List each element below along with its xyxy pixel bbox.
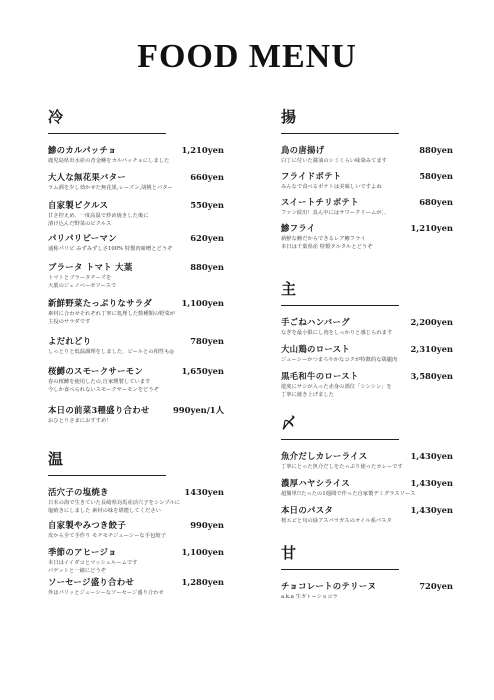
item-name: 鯵フライ [281, 223, 316, 233]
item-price: 1,100yen [181, 298, 224, 308]
item-name: パリパリピーマン [48, 233, 117, 243]
item-name: 鳥の唐揚げ [281, 145, 325, 155]
item-desc: みんなで食べるポテトは美味しいですよね [281, 184, 382, 190]
item-name: 本日のパスタ [281, 505, 334, 515]
item-desc: 素材に合わせそれぞれ丁寧に処理した数種類の野菜が 主役のサラダです [48, 311, 176, 325]
item-price: 550yen [190, 200, 224, 210]
menu-item [281, 316, 453, 343]
item-desc: 丁寧にとった魚介だしをたっぷり使ったカレーです [281, 464, 403, 470]
item-price: 1,210yen [410, 223, 453, 233]
menu-item [48, 297, 224, 335]
item-desc: 甘さ控えめ、一度高温で炒め焼きした後に 漬け込んだ野菜のピクルス [48, 213, 149, 227]
item-price: 1,210yen [181, 145, 224, 155]
item-price: 580yen [419, 171, 453, 181]
item-desc: 外はパリッとジューシーなソーセージ盛り合わせ [48, 590, 164, 596]
item-desc: なぎを最小限にし肉をしっかりと感じられます [281, 330, 393, 336]
item-name: 季節のアヒージョ [48, 547, 117, 557]
item-price: 1,430yen [410, 451, 453, 461]
item-price: 990yen/1人 [172, 405, 224, 415]
section-finish [281, 412, 453, 528]
item-desc: 鹿児島県出水産の青金鯵をカルパッチョにしました [48, 158, 170, 164]
menu-item [281, 144, 453, 170]
item-price: 1,650yen [181, 366, 224, 376]
item-price: 2,310yen [410, 344, 453, 354]
item-desc: 本日はイイダコとマッシュルームです バゲットと一緒にどうぞ [48, 560, 138, 574]
item-price: 880yen [419, 145, 453, 155]
item-price: 990yen [190, 520, 224, 530]
item-name: よだれどり [48, 336, 92, 346]
item-price: 620yen [190, 233, 224, 243]
section-heading: 冷 [48, 106, 166, 134]
item-desc: 桜エビと旬の緑アスパラガスのオイル系パスタ [281, 518, 392, 524]
item-desc: 超簡単!!たったの1週間で作った自家製デミグラスソース [281, 491, 416, 497]
item-desc: おひとりさまにおすすめ！ [48, 418, 112, 424]
item-desc: ジューシーかつまろやかなコクが特徴的な鶏腿肉 [281, 357, 398, 363]
menu-item [48, 335, 224, 365]
item-price: 1,430yen [410, 505, 453, 515]
item-desc: ラム酒を少し効かせた無花果,レーズン,胡桃とバター [48, 185, 173, 191]
menu-item [281, 170, 453, 196]
menu-item [281, 450, 453, 477]
menu-item [48, 546, 224, 576]
item-name: 新鮮野菜たっぷりなサラダ [48, 298, 153, 308]
section-heading: 〆 [281, 412, 399, 440]
section-heading: 甘 [281, 542, 399, 570]
item-desc: しっとりと低温調理をしました、ビールとの相性も◎ [48, 349, 175, 355]
item-name: スイートチリポテト [281, 197, 359, 207]
item-desc: ファン続出！真ん中にはサワークリームが、、 [281, 210, 390, 216]
menu-item [48, 171, 224, 199]
item-name: 桜鱒のスモークサーモン [48, 366, 144, 376]
section-cold [48, 106, 224, 428]
item-desc: 皮から全て手作り モチモチジューシーな手包餃子 [48, 533, 166, 539]
menu-item [281, 580, 453, 604]
menu-item [48, 232, 224, 261]
item-name: フライドポテト [281, 171, 342, 181]
item-price: 880yen [190, 262, 224, 272]
menu-item [48, 199, 224, 232]
menu-item [48, 486, 224, 519]
menu-item [281, 370, 453, 404]
section-warm [48, 448, 224, 600]
item-price: 680yen [419, 197, 453, 207]
item-price: 1,280yen [181, 577, 224, 587]
section-main [281, 278, 453, 404]
section-sweet [281, 542, 453, 604]
menu-item [48, 404, 224, 428]
item-name: 鯵のカルパッチョ [48, 145, 117, 155]
section-heading: 温 [48, 448, 166, 476]
menu-item [48, 365, 224, 404]
item-name: 大山鶏のロースト [281, 344, 350, 354]
item-price: 1,430yen [410, 478, 453, 488]
item-desc: トマトとブラータチーズを 大葉のジェノベーゼソースで [48, 275, 117, 289]
menu-item [48, 261, 224, 297]
item-desc: 新鮮な鯵だからできるレア鯵フライ 本日は千葉県産 特製タルタルとどうぞ [281, 236, 373, 250]
item-name: 大人な無花果バター [48, 172, 127, 182]
item-price: 780yen [190, 336, 224, 346]
page-title: FOOD MENU [137, 38, 357, 75]
item-name: 魚介だしカレーライス [281, 451, 368, 461]
section-fried [281, 106, 453, 256]
item-name: チョコレートのテリーヌ [281, 581, 377, 591]
menu-item [281, 343, 453, 370]
item-name: 本日の前菜3種盛り合わせ [48, 405, 150, 415]
item-name: 自家製やみつき餃子 [48, 520, 126, 530]
item-price: 1430yen [184, 487, 224, 497]
item-name: 濃厚ハヤシライス [281, 478, 350, 488]
item-price: 720yen [419, 581, 453, 591]
item-desc: 白丁に付いた醤油のシミくらい味染みてます [281, 158, 387, 164]
menu-item [281, 477, 453, 504]
item-price: 3,580yen [410, 371, 453, 381]
menu-item [48, 144, 224, 171]
item-desc: 春の桜鱒を使用したの,自家燻製しています 今しか食べられないスモークサーモンをどうぞ [48, 379, 160, 393]
item-desc: 日本の海で生きていた長崎県対馬産活穴子をシンプルに 塩焼きにしました 素材の味を堪能してください [48, 500, 181, 514]
item-name: ブラータ トマト 大葉 [48, 262, 133, 272]
section-heading: 揚 [281, 106, 399, 134]
item-name: 自家製ピクルス [48, 200, 109, 210]
item-desc: 遊度にサシが入った赤身の部位「シンシン」を 丁寧に焼き上げました [281, 384, 392, 398]
item-desc: a.k.a 生ガトーショコラ [281, 594, 338, 600]
menu-item [281, 196, 453, 222]
menu-item [48, 576, 224, 600]
item-name: ソーセージ盛り合わせ [48, 577, 135, 587]
item-price: 660yen [190, 172, 224, 182]
item-price: 1,100yen [181, 547, 224, 557]
menu-item [281, 222, 453, 256]
item-name: 手ごねハンバーグ [281, 317, 350, 327]
section-heading: 主 [281, 278, 399, 306]
menu-item [48, 519, 224, 546]
item-price: 2,200yen [410, 317, 453, 327]
menu-item [281, 504, 453, 528]
item-desc: 通称パリピ みずみずしさ100% 特製肉味噌とどうぞ [48, 246, 173, 252]
item-name: 黒毛和牛のロースト [281, 371, 359, 381]
item-name: 活穴子の塩焼き [48, 487, 109, 497]
